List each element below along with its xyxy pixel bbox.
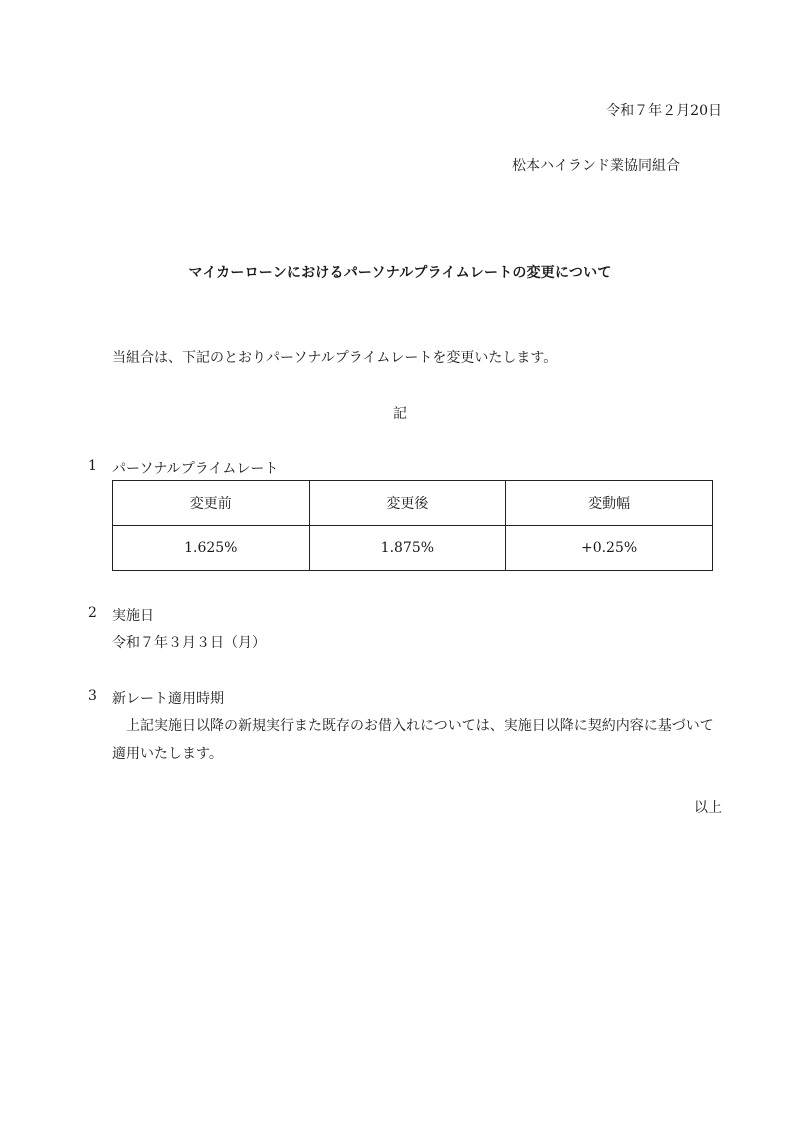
document-title: マイカーローンにおけるパーソナルプライムレートの変更について — [188, 265, 612, 281]
value-before: 1.625% — [113, 526, 310, 571]
organization-name: 松本ハイランド業協同組合 — [512, 158, 680, 174]
value-change: +0.25% — [506, 526, 713, 571]
section-2-body: 令和７年３月３日（月） — [112, 635, 266, 651]
section-3-heading: 新レート適用時期 — [112, 691, 224, 707]
header-change: 変動幅 — [506, 481, 713, 526]
value-after: 1.875% — [309, 526, 506, 571]
header-after: 変更後 — [309, 481, 506, 526]
section-3-body: 上記実施日以降の新規実行また既存のお借入れについては、実施日以降に契約内容に基づいて適用いたします。 — [112, 718, 714, 762]
rate-table-row — [113, 526, 713, 571]
section-3-number: 3 — [88, 688, 97, 704]
header-before: 変更前 — [113, 481, 310, 526]
ki-marker: 記 — [393, 406, 407, 422]
rate-table-header-row — [113, 481, 713, 526]
intro-text: 当組合は、下記のとおりパーソナルプライムレートを変更いたします。 — [112, 350, 558, 366]
document-date: 令和７年２月20日 — [606, 103, 722, 119]
section-2-heading: 実施日 — [112, 608, 154, 624]
section-1-heading: パーソナルプライムレート — [112, 461, 279, 477]
rate-table — [112, 480, 713, 571]
section-2-number: 2 — [88, 605, 97, 621]
section-1-number: 1 — [88, 458, 97, 474]
closing-mark: 以上 — [694, 800, 722, 816]
